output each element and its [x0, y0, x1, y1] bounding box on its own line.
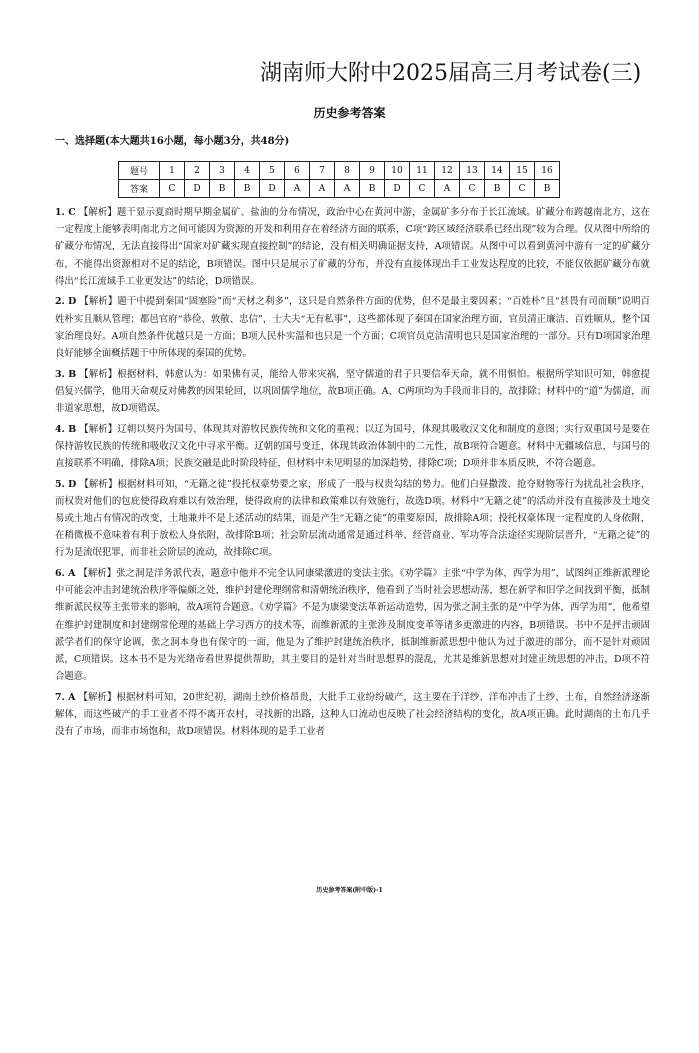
- answer-cell: A: [310, 180, 335, 198]
- question-number-cell: 6: [285, 162, 310, 180]
- answer-cell: B: [485, 180, 510, 198]
- item-number-answer: 7. A: [55, 691, 76, 703]
- question-number-cell: 14: [485, 162, 510, 180]
- explanation-item: [55, 366, 650, 418]
- item-explanation-text: 【解析】张之洞是洋务派代表，题意中他并不完全认同康梁激进的变法主张。《劝学篇》主张“中学为体，西学为用”，试图纠正维新派理论中可能会冲击封建统治秩序等偏颇之处，维护封建伦理纲常和清朝统治秩序，他看到了当时社会思想动荡，想在新学和旧学之间找到平衡，抵制维新派民权等主张带来的影响，故A项符合题意。《劝学篇》不是为康梁变法革新运动造势，因为张之洞主张的是“中学为体，西学为用”，他希望在维护封建制度和封建纲常伦理的基础上学习西方的技术等，而维新派的主张涉及制度变革等诸多更激进的内容，B项错误。书中不是抨击顽固派学者们的保守论调，张之洞本身也有保守的一面，他是为了维护封建统治秩序，抵制维新派思想中他认为过于激进的部分，而不是针对顽固派，C项错误。这本书不是为光绪帝看世界提供帮助，其主要目的是针对当时思想界的混乱，尤其是维新思想对封建正统思想的冲击，D项不符合题意。: [55, 568, 651, 683]
- item-explanation-text: 【解析】题干中提到秦国“固塞险”而“天材之利多”，这只是自然条件方面的优势，但不是最主要因素；“百姓朴”且“甚畏有司而顺”说明百姓朴实且顺从管理；都邑官府“恭俭、敦敬、忠信”，士大夫“无有私事”，这些都体现了秦国在国家治理方面，官员清正廉洁、百姓顺从，整个国家治理良好。A项自然条件优越只是一方面；B项人民朴实温和也只是一个方面；C项官员克洁清明也只是国家治理的一部分。只有D项国家治理良好能够全面概括题干中所体现的秦国的优势。: [55, 296, 651, 360]
- answer-cell: B: [210, 180, 235, 198]
- question-number-cell: 9: [360, 162, 385, 180]
- answer-cell: C: [160, 180, 185, 198]
- item-number-answer: 4. B: [55, 423, 77, 435]
- answer-cell: B: [360, 180, 385, 198]
- exam-title: 湖南师大附中2025届高三月考试卷(三): [260, 61, 642, 86]
- answer-cell: C: [460, 180, 485, 198]
- item-number-answer: 6. A: [55, 568, 76, 580]
- item-explanation-text: 【解析】辽朝以契丹为国号，体现其对游牧民族传统和文化的重视；以辽为国号，体现其吸收汉文化和制度的意图；实行双重国号是要在保持游牧民族的传统和吸收汉文化中寻求平衡。辽朝的国号变迁，体现其政治体制中的二元性，故B项符合题意。材料中无疆域信息，与国号的直接联系不明确，排除A项；民族交融是此时阶段特征，但材料中未见明显的加深趋势，排除C项；D项并非本质反映，不符合题意。: [55, 423, 650, 470]
- answer-cell: A: [285, 180, 310, 198]
- answer-row: [119, 180, 560, 198]
- question-number-cell: 15: [510, 162, 535, 180]
- question-number-cell: 13: [460, 162, 485, 180]
- answer-cell: B: [235, 180, 260, 198]
- number-row-label: 题号: [119, 162, 160, 180]
- question-number-cell: 16: [535, 162, 560, 180]
- question-number-cell: 2: [185, 162, 210, 180]
- explanation-item: [55, 689, 650, 741]
- answer-key-subtitle: 历史参考答案: [313, 106, 386, 120]
- item-number-answer: 2. D: [55, 296, 77, 308]
- answer-cell: C: [410, 180, 435, 198]
- question-number-cell: 1: [160, 162, 185, 180]
- answer-cell: A: [435, 180, 460, 198]
- answer-cell: D: [260, 180, 285, 198]
- question-number-cell: 8: [335, 162, 360, 180]
- explanation-item: [55, 421, 650, 473]
- answer-cell: A: [335, 180, 360, 198]
- item-explanation-text: 【解析】根据材料可知，“无籍之徒”投托权豪势要之家，形成了一股与权贵勾结的势力。他们白昼撒泼、抢夺财物等行为扰乱社会秩序，而权贵对他们的包庇使得政府难以有效治理，使得政府的法律和政策难以有效施行，故选D项。材料中“无籍之徒”的活动并没有直接涉及土地交易或土地占有情况的改变，土地兼并不是上述活动的结果，而是产生“无籍之徒”的重要原因，故排除A项；投托权豪体现一定程度的人身依附，在稍微极不意味着有利于放松人身依附，故排除B项；社会阶层流动通常是通过科举、经营商业、军功等合法途径实现阶层晋升，“无籍之徒”的行为是流氓犯罪，而非社会阶层的流动，故排除C项。: [55, 478, 651, 559]
- question-number-cell: 12: [435, 162, 460, 180]
- section-heading: 一、选择题(本大题共16小题，每小题3分，共48分): [55, 136, 290, 147]
- question-number-cell: 11: [410, 162, 435, 180]
- answer-cell: D: [185, 180, 210, 198]
- answer-cell: D: [385, 180, 410, 198]
- explanation-item: [55, 565, 650, 685]
- answer-table: [118, 161, 560, 198]
- answer-cell: B: [535, 180, 560, 198]
- number-row: [119, 162, 560, 180]
- item-explanation-text: 【解析】根据材料可知，20世纪初，湖南土纱价格昂贵，大批手工业纷纷破产，这主要在于洋纱、洋布冲击了土纱、土布，自然经济逐渐解体，而这些破产的手工业者不得不离开农村，寻找新的出路，这种人口流动也反映了社会经济结构的变化，故A项正确。此时湖南的土布几乎没有了市场，而非市场饱和，故D项错误。材料体现的是手工业者: [55, 691, 650, 738]
- item-number-answer: 5. D: [55, 478, 77, 490]
- explanations: [55, 204, 650, 744]
- item-explanation-text: 【解析】题干显示夏商时期早期金属矿、盐油的分布情况，政治中心在黄河中游，金属矿多分布于长江流域。矿藏分布跨越南北方，这在一定程度上能够表明南北方之间可能因为资源的开发和利用存在着经济方面的联系，C项“跨区域经济联系已经出现”较为合理。仅从图中所给的矿藏分布情况，无法直接得出“国家对矿藏实现直接控制”的结论，没有相关明确证据支持，A项错误。从图中可以看到黄河中游有一定的矿藏分布，不能得出资源相对不足的结论，B项错误。图中只是展示了矿藏的分布，并没有直接体现出手工业发达程度的比较，不能仅依据矿藏分布就得出“长江流域手工业更发达”的结论，D项错误。: [55, 207, 651, 287]
- explanation-item: [55, 293, 650, 362]
- item-number-answer: 3. B: [55, 368, 77, 380]
- question-number-cell: 10: [385, 162, 410, 180]
- answer-cell: C: [510, 180, 535, 198]
- question-number-cell: 4: [235, 162, 260, 180]
- item-number-answer: 1. C: [55, 207, 76, 218]
- question-number-cell: 3: [210, 162, 235, 180]
- explanation-item: [55, 476, 650, 562]
- question-number-cell: 5: [260, 162, 285, 180]
- item-explanation-text: 【解析】根据材料，韩愈认为：如果佛有灵，能给人带来灾祸，坚守儒道的君子只要信奉天命，就不用惧怕。根据所学知识可知，韩愈提倡复兴儒学，他用天命观反对佛教的因果轮回，以巩固儒学地位，故B项正确。A、C两项均为手段而非目的，故排除；材料中的“道”为儒道，而非道家思想，故D项错误。: [55, 368, 650, 415]
- answer-row-label: 答案: [119, 180, 160, 198]
- page-footer: 历史参考答案(附中版)-1: [316, 887, 383, 894]
- explanation-item: [55, 204, 650, 290]
- question-number-cell: 7: [310, 162, 335, 180]
